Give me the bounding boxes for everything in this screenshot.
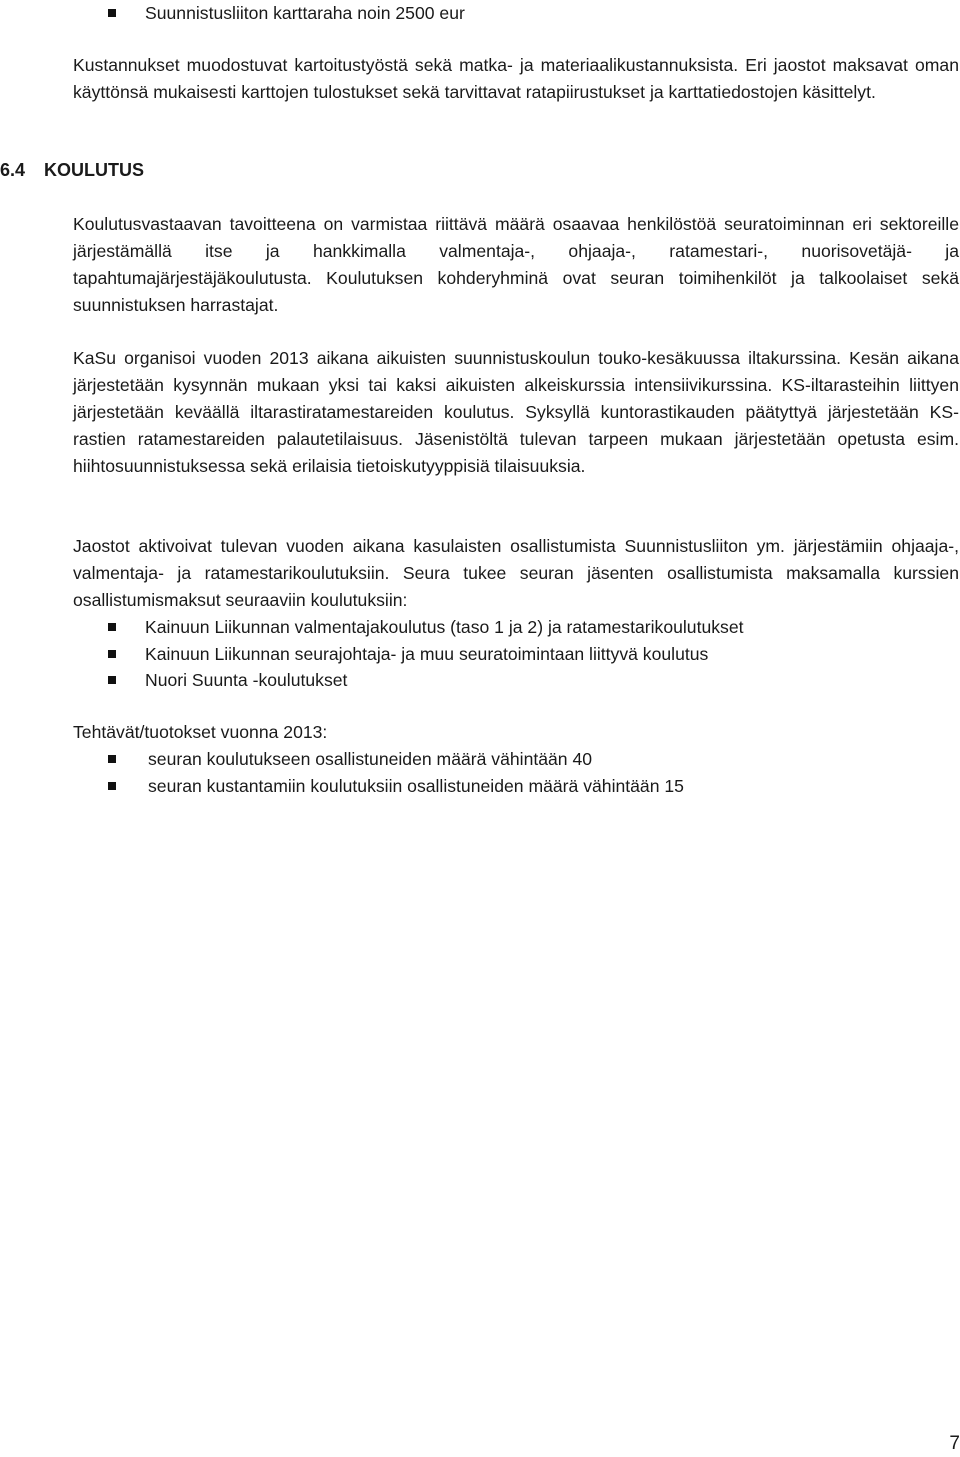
intro-paragraph: Kustannukset muodostuvat kartoitustyöstä sekä matka- ja materiaalikustannuksista. Eri jaostot maksavat oman käyttönsä mukaisesti karttojen tulostukset sekä tarvittavat ratapiirustukset ja karttatiedostojen käsittelyt. (73, 55, 959, 102)
section-heading (0, 157, 144, 184)
paragraph-training-events: KaSu organisoi vuoden 2013 aikana aikuisten suunnistuskoulun touko-kesäkuussa iltakurssina. Kesän aikana järjestetään kysynnän mukaan yksi tai kaksi aikuisten alkeiskurssia intensiivikurssina. KS-iltarasteihin liittyen järjestetään keväällä iltarastiratamestareiden koulutus. Syksyllä kuntorastikauden päätyttyä järjestetään KS-rastien ratamestareiden palautetilaisuus. Jäsenistöltä tulevan tarpeen mukaan järjestetään opetusta esim. hiihtosuunnistuksessa sekä erilaisia tietoiskutyyppisiä tilaisuuksia. (73, 348, 959, 476)
tasks-heading: Tehtävät/tuotokset vuonna 2013: (73, 722, 328, 742)
square-bullet-icon (108, 623, 116, 631)
page-number: 7 (949, 1433, 960, 1454)
list-item-text: seuran kustantamiin koulutuksiin osallistuneiden määrä vähintään 15 (148, 776, 684, 796)
square-bullet-icon (108, 9, 116, 17)
list-item-text: Nuori Suunta -koulutukset (145, 670, 348, 690)
section-number: 6.4 (0, 160, 26, 180)
list-item-text: Suunnistusliiton karttaraha noin 2500 eur (145, 3, 465, 23)
list-item-text: Kainuun Liikunnan valmentajakoulutus (taso 1 ja 2) ja ratamestarikoulutukset (145, 617, 744, 637)
square-bullet-icon (108, 755, 116, 763)
square-bullet-icon (108, 650, 116, 658)
section-title: KOULUTUS (44, 160, 144, 180)
square-bullet-icon (108, 676, 116, 684)
paragraph-training-goal: Koulutusvastaavan tavoitteena on varmistaa riittävä määrä osaavaa henkilöstöä seuratoiminnan eri sektoreille järjestämällä itse ja hankkimalla valmentaja-, ohjaaja-, ratamestari-, nuorisovetäjä- ja tapahtumajärjestäjäkoulutusta. Koulutuksen kohderyhminä ovat seuran toimihenkilöt ja talkoolaiset sekä suunnistuksen harrastajat. (73, 214, 959, 315)
paragraph-course-support: Jaostot aktivoivat tulevan vuoden aikana kasulaisten osallistumista Suunnistusliiton ym. järjestämiin ohjaaja-, valmentaja- ja ratamestarikoulutuksiin. Seura tukee seuran jäsenten osallistumista maksamalla kurssien osallistumismaksut seuraaviin koulutuksiin: (73, 536, 959, 610)
list-item-text: seuran koulutukseen osallistuneiden määrä vähintään 40 (148, 749, 593, 769)
square-bullet-icon (108, 782, 116, 790)
list-item-text: Kainuun Liikunnan seurajohtaja- ja muu seuratoimintaan liittyvä koulutus (145, 644, 709, 664)
